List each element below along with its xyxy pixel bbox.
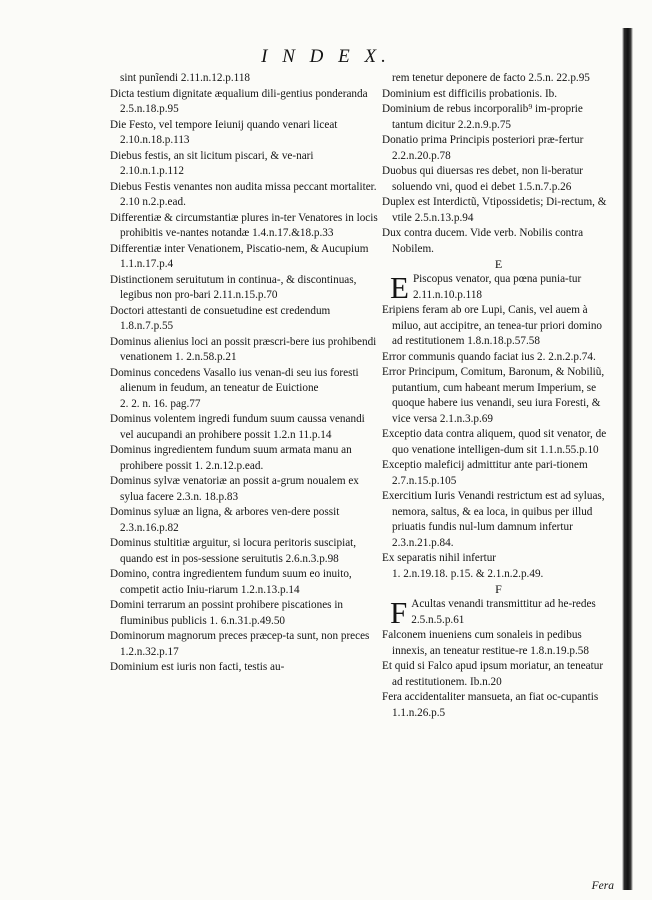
index-entry-reference: 1.8.n.19.p.58 [530,644,589,657]
index-entry [110,87,378,118]
index-entry-reference: 2.2.n.9.p.75 [457,118,512,131]
index-entry-text: Dominorum magnorum preces præcep-ta sunt, non preces [110,630,370,642]
index-entry-reference: 1. 2.n.12.p.ead. [194,459,264,472]
index-entry-text: Duplex est Interdictũ, Vtipossidetis; Di-rectum, & vtile [382,196,607,224]
index-entry-text: Domini terrarum an possint prohibere piscationes in fluminibus publicis [110,599,344,627]
index-section-letter: E [494,257,503,271]
index-entry [110,242,378,273]
index-section-letter: F [495,582,502,596]
index-entry-text: Et quid si Falco apud ipsum moriatur, an teneatur ad restitutionem. [382,660,604,688]
index-entry-reference: 1. 6.n.31.p.49.50 [209,614,286,627]
index-entry [382,458,615,489]
index-entry [382,365,615,427]
index-entry-text: sint punĩendi [120,72,179,84]
index-entry [382,628,615,659]
index-entry-text: Ex separatis nihil infertur [382,552,497,564]
index-entry-text: Die Festo, vel tempore Ieiunij quando venari liceat [110,118,338,131]
index-entry-text: Dicta testium dignitate æqualium dili-gentius ponderanda [110,87,368,100]
index-entry [382,102,615,133]
index-entry [382,272,615,303]
index-entry-text: Fera accidentaliter mansueta, an fiat oc-cupantis [382,691,599,703]
index-entry-reference: 2.11.n.15.p.70 [213,289,278,301]
index-entry [110,211,378,242]
index-entry [382,350,615,366]
index-entry-text: Dominus alienius loci an possit præscri-bere ius prohibendi venationem [110,335,377,363]
index-entry-text: Dominium est iuris non facti, testis au- [110,661,285,673]
index-entry [110,474,378,505]
index-entry [382,195,615,226]
index-entry [110,629,378,660]
index-entry-reference: 2.10.n.18.p.113 [120,134,190,146]
index-entry-reference: 1. 2.n.58.p.21 [175,351,237,363]
index-entry-reference: 2.10.n.1.p.112 [120,165,184,177]
index-entry [110,505,378,536]
index-entry-reference: 2.6.n.3.p.98 [285,552,339,565]
index-entry [382,597,615,628]
page-edge-shadow [622,28,633,890]
index-entry-reference: 2.5.n.5.p.61 [411,613,465,626]
index-entry-reference: 1.2.n.32.p.17 [120,645,179,658]
index-entry-reference: 1.4.n.17.&18.p.33 [252,227,334,239]
index-entry [382,427,615,458]
index-entry [382,303,615,350]
index-entry-text: Differentiæ inter Venationem, Piscatio-nem, & Aucupium [110,242,369,255]
index-entry-text: Falconem inueniens cum sonaleis in pedibus innexis, an teneatur restitue-re [382,629,582,657]
index-entry-reference: 2.5.n.18.p.95 [120,103,179,115]
index-entry-reference: 2.3.n.16.p.82 [120,521,179,534]
index-entry-text: Domino, contra ingredientem fundum suum eo inuito, competit actio Iniu-riarum [110,568,352,596]
index-entry-text: Diebus Festis venantes non audita missa peccant mortaliter. [110,180,377,193]
index-entry [110,149,378,180]
index-entry [110,598,378,629]
index-entry-text: Exercitium Iuris Venandi restrictum est ad syluas, nemora, saltus, & ea loca, in quibus per illud priuatis fundis nul-lum damnum infertur [382,490,605,533]
index-entry-text: Dominus concedens Vasallo ius venan-di seu ius foresti alienum in feudum, an teneatur de Euictione [110,366,359,394]
index-entry-reference: 2.5.n.13.p.94 [414,211,474,224]
index-entry [382,87,615,103]
index-entry [382,690,615,721]
index-entry-text: Dominus ingredientem fundum suum armata manu an prohibere possit [110,444,352,472]
index-entry-text: Error communis quando faciat ius [382,350,535,363]
index-entry-reference: 1. 2.n.19.18. p.15. & 2.1.n.2.p.49. [392,567,544,580]
index-entry-reference: 1.1.n.55.p.10 [539,443,599,456]
index-entry [110,118,378,149]
index-entry [382,226,615,257]
index-entry-reference: 2.2.n.20.p.78 [392,149,451,162]
index-entry [110,660,378,676]
index-entry-reference: 2.10 n.2.p.ead. [120,196,186,208]
index-entry-text: Distinctionem seruitutum in continua-, & discontinuas, legibus non pro-bari [110,273,357,301]
index-entry-reference: 2.11.n.10.p.118 [412,288,483,301]
index-entry-text: Dominium est difficilis probationis. [382,87,543,100]
index-entry [382,71,615,87]
index-entry [382,551,615,582]
index-entry [110,366,378,413]
index-entry-text: Eripiens feram ab ore Lupi, Canis, vel auem à miluo, aut accipitre, an tenea-tur priori domino ad restitutionem [382,304,603,347]
index-entry-text: Exceptio data contra aliquem, quod sit venator, de quo venatione intelligen-dum sit [382,428,607,456]
index-entry-text: Doctori attestanti de consuetudine est credendum [110,304,331,317]
page-title: I N D E X. [261,46,391,67]
index-entry-text: rem tenetur deponere de facto [392,72,526,84]
index-entry-reference: 2.11.n.12.p.118 [180,72,251,84]
drop-capital: E [390,270,409,305]
index-entry-text: Duobus qui diuersas res debet, non li-beratur soluendo vni, quod ei debet [382,165,584,193]
index-entry-reference: Ib. [544,87,558,100]
index-entry-reference: 1.1.n.26.p.5 [392,706,446,719]
index-entry [110,567,378,598]
index-entry [110,71,378,87]
index-entry-text: Piscopus venator, qua pœna punia-tur [412,273,582,285]
index-entry-reference: 2.3.n.21.p.84. [392,536,454,549]
index-entry-reference: 1.8.n.18.p.57.58 [467,335,540,347]
index-entry-reference: 2. 2.n.2.p.74. [537,350,596,363]
index-entry [110,412,378,443]
index-entry-reference: 2.5.n. 22.p.95 [528,72,590,84]
drop-capital: F [390,595,408,630]
index-entry [110,443,378,474]
index-entry-text: Dux contra ducem. Vide verb. Nobilis contra Nobilem. [382,227,584,255]
index-entry-reference: 2.7.n.15.p.105 [392,474,457,487]
index-entry-text: Diebus festis, an sit licitum piscari, & ve-nari [110,149,314,162]
index-entry-reference: 2.3.n. 18.p.83 [176,490,239,503]
index-entry-text: Acultas venandi transmittitur ad he-redes [411,598,596,610]
index-entry-text: Differentiæ & circumstantiæ plures in-ter Venatores in locis prohibitis ve-nantes notandæ [110,211,378,239]
index-entry [110,304,378,335]
index-entry-reference: 1.8.n.7.p.55 [120,320,174,332]
index-entry-text: Dominus syluæ an ligna, & arbores ven-dere possit [110,506,340,518]
index-entry-reference: 1.2.n 11.p.14 [273,428,332,441]
index-entry-text: Dominus volentem ingredi fundum suum caussa venandi vel aucupandi an prohibere possit [110,413,365,441]
index-entry-reference: 2. 2. n. 16. pag.77 [120,397,201,410]
index-entry-text: Dominus stultitiæ arguitur, si locura peritoris suscipiat, quando est in pos-sessione seruitutis [110,537,357,565]
index-entry [110,273,378,304]
index-entry [382,659,615,690]
index-entry-text: Dominium de rebus incorporalib⁹ im-proprie tantum dicitur [382,103,583,131]
index-entry-text: Donatio prima Principis posteriori præ-fertur [382,134,584,146]
index-entry-reference: Ib.n.20 [470,675,502,688]
index-entry-reference: 2.1.n.3.p.69 [439,412,493,425]
index-column-right [382,71,615,721]
index-entry-text: Exceptio maleficij admittitur ante pari-tionem [382,459,588,471]
index-entry [382,164,615,195]
index-entry [382,489,615,551]
index-entry [382,133,615,164]
index-entry-reference: 1.5.n.7.p.26 [518,180,572,193]
index-entry-reference: 1.2.n.13.p.14 [240,583,300,596]
index-entry [110,536,378,567]
index-entry [110,335,378,366]
index-entry-text: Error Principum, Comitum, Baronum, & Nobiliũ, putantium, cum habeant merum Imperium, se quoque habere ius venandi, seu iura Foresti, & vice versa [382,366,605,425]
index-entry-text: Dominus sylvæ venatoriæ an possit a-grum noualem ex sylua facere [110,475,359,503]
index-entry-reference: 1.1.n.17.p.4 [120,258,174,270]
index-entry [110,180,378,211]
catchword: Fera [591,880,614,892]
index-column-left [110,71,378,676]
